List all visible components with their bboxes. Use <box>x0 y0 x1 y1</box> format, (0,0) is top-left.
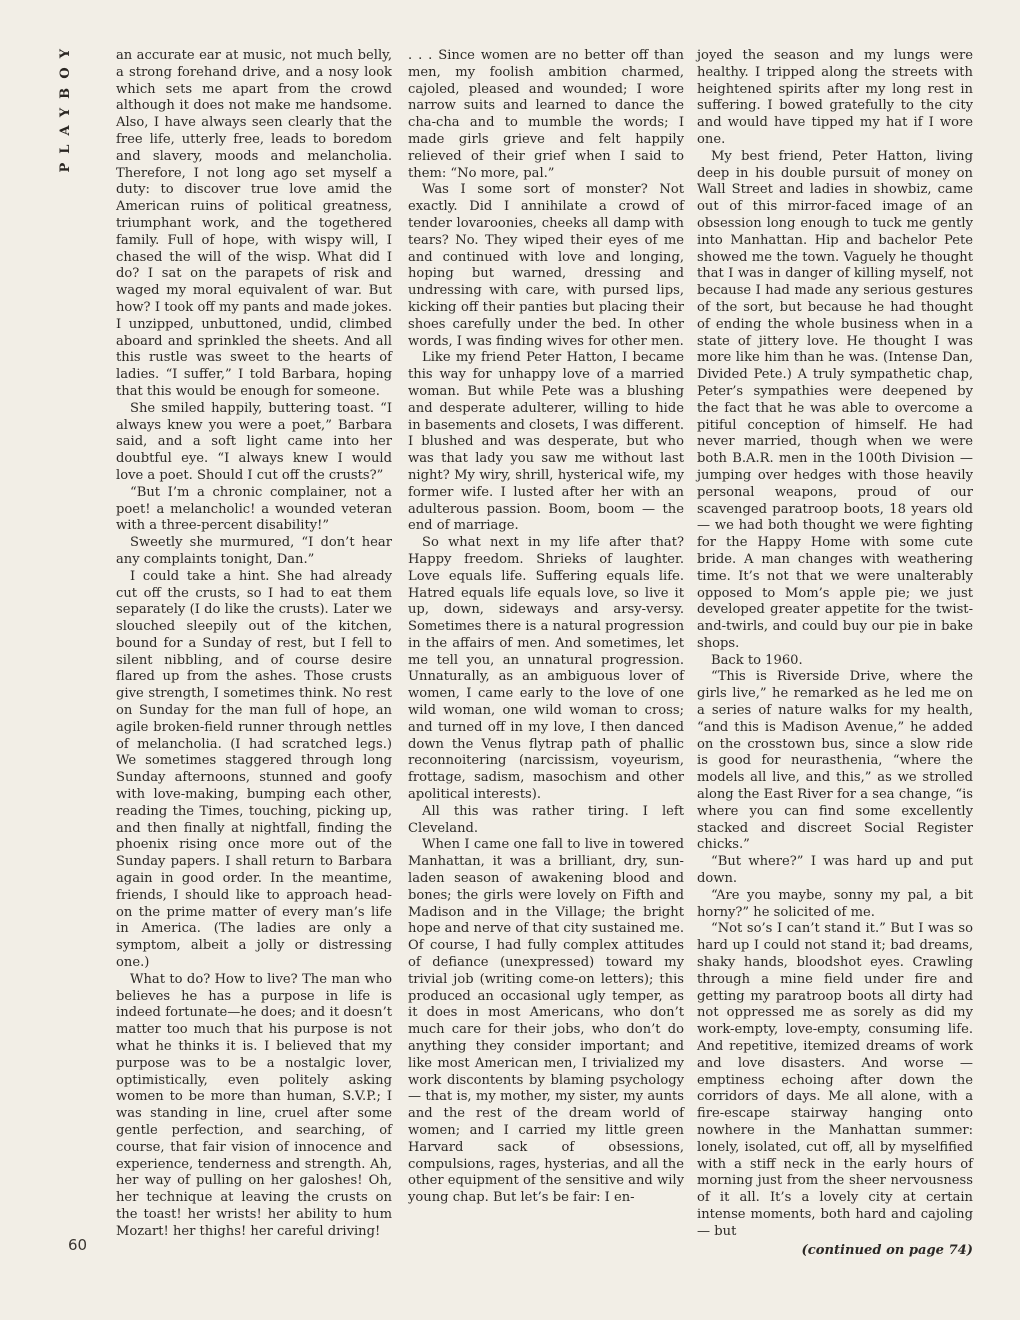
paragraph: I could take a hint. She had already cut off the crusts, so I had to eat them separately (I do like the crusts). Later we slouched sleepily out of the kitchen, bound for a Sunday of rest, but I fell to silent nibbling, and of course desire flared up from the ashes. Those crusts give strength, I sometimes think. No rest on Sunday for the man full of hope, an agile broken-field runner through nettles of melancholia. (I had scratched legs.) We sometimes staggered through long Sunday afternoons, stunned and goofy with love-making, bumping each other, reading the Times, touching, picking up, and then finally at nightfall, finding the phoenix rising once more out of the Sunday papers. I shall return to Barbara again in good order. In the meantime, friends, I should like to approach head-on the prime matter of every man’s life in America. (The ladies are only a symptom, albeit a jolly or distressing one.) <box>116 568 392 971</box>
paragraph: She smiled happily, buttering toast. “I always knew you were a poet,” Barbara said, and a soft light came into her doubtful eye. “I always knew I would love a poet. Should I cut off the crusts?” <box>116 400 392 483</box>
paragraph: My best friend, Peter Hatton, living deep in his double pursuit of money on Wall Street and ladies in showbiz, came out of this mirror-faced image of an obsession long enough to tuck me gently into Manhattan. Hip and bachelor Pete showed me the town. Vaguely he thought that I was in danger of killing myself, not because I had made any serious gestures of the sort, but because he had thought of ending the whole business when in a state of jittery love. He thought I was more like him than he was. (Intense Dan, Divided Pete.) A truly sympathetic chap, Peter’s sympathies were deepened by the fact that he was able to overcome a pitiful conception of himself. He had never married, though when we were both B.A.R. men in the 100th Division — jumping over hedges with those heavily personal weapons, proud of our scavenged paratroop boots, 18 years old — we had both thought we were fighting for the Happy Home with some cute bride. A man changes with weathering time. It’s not that we were unalterably opposed to Mom’s apple pie; we just developed greater appetite for the twist-and-twirls, and could buy our pie in bake shops. <box>697 148 973 651</box>
paragraph: When I came one fall to live in towered Manhattan, it was a brilliant, dry, sun-laden season of awakening blood and bones; the girls were lovely on Fifth and Madison and in the Village; the bright hope and nerve of that city sustained me. Of course, I had fully complex attitudes of defiance (unexpressed) toward my trivial job (writing come-on letters); this produced an occasional ugly temper, as it does in most Americans, who don’t much care for their jobs, who don’t do anything they consider important; and like most American men, I trivialized my work discontents by blaming psychology— that is, my mother, my sister, my aunts and the rest of the dream world of women; and I carried my little green Harvard sack of obsessions, compulsions, rages, hysterias, and all the other equipment of the sensitive and wily young chap. But let’s be fair: I en- <box>408 837 684 1206</box>
paragraph: “Are you maybe, sonny my pal, a bit horny?” he solicited of me. <box>697 887 973 920</box>
paragraph: All this was rather tiring. I left Cleveland. <box>408 803 684 836</box>
paragraph: “Not so’s I can’t stand it.” But I was so hard up I could not stand it; bad dreams, shaky hands, bloodshot eyes. Crawling through a mine field under fire and getting my paratroop boots all dirty had not oppressed me as sorely as did my work-empty, love-empty, consuming life. And repetitive, itemized dreams of work and love disasters. And worse — emptiness echoing after down the corridors of days. Me all alone, with a fire-escape stairway hanging onto nowhere in the Manhattan summer: lonely, isolated, cut off, all by myselfified with a stiff neck in the early hours of morning just from the sheer nervousness of it all. It’s a lovely city at certain intense moments, both hard and cajoling — but <box>697 921 973 1239</box>
paragraph: So what next in my life after that? Happy freedom. Shrieks of laughter. Love equals life. Suffering equals life. Hatred equals life equals love, so live it up, down, sideways and arsy-versy. Sometimes there is a natural progression in the affairs of men. And sometimes, let me tell you, an unnatural progression. Unnaturally, as an ambiguous lover of women, I came early to the love of one wild woman, one wild woman to cross; and turned off in my love, I then danced down the Venus flytrap path of phallic reconnoitering (narcissism, voyeurism, frottage, sadism, masochism and other apolitical interests). <box>408 535 684 803</box>
continued-note: (continued on page 74) <box>801 1242 973 1258</box>
paragraph: “This is Riverside Drive, where the girls live,” he remarked as he led me on a series of nature walks for my health, “and this is Madison Avenue,” he added on the crosstown bus, since a slow ride is good for neurasthenia, “where the models all live, and this,” as we strolled along the East River for a sea change, “is where you can find some excellently stacked and discreet Social Register chicks.” <box>697 669 973 853</box>
paragraph: Back to 1960. <box>711 652 803 668</box>
paragraph: What to do? How to live? The man who believes he has a purpose in life is indeed fortunate—he does; and it doesn’t matter too much that his purpose is not what he thinks it is. I believed that my purpose was to be a nostalgic lover, optimistically, even politely asking women to be more than human, S.V.P.; I was standing in line, cruel after some gentle perfection, and searching, of course, that fair vision of innocence and experience, tenderness and strength. Ah, her way of pulling on her galoshes! Oh, her technique at leaving the crusts on the toast! her wrists! her ability to hum Mozart! her thighs! her careful driving! <box>116 971 392 1239</box>
paragraph: Was I some sort of monster? Not exactly. Did I annihilate a crowd of tender lovaroonies, cheeks all damp with tears? No. They wiped their eyes of me and continued with love and longing, hoping but warned, dressing and undressing with care, with pursed lips, kicking off their panties but placing their shoes carefully under the bed. In other words, I was finding wives for other men. <box>408 182 684 349</box>
paragraph: joyed the season and my lungs were healthy. I tripped along the streets with heightened spirits after my long rest in suffering. I bowed gratefully to the city and would have tipped my hat if I wore one. <box>697 48 973 147</box>
text-column-1 <box>116 48 392 1241</box>
text-column-3 <box>697 48 973 1259</box>
text-column-2 <box>408 48 684 1207</box>
paragraph: “But I’m a chronic complainer, not a poet! a melancholic! a wounded veteran with a three-percent disability!” <box>116 484 392 534</box>
paragraph: “But where?” I was hard up and put down. <box>697 854 973 887</box>
masthead: PLAYBOY <box>58 40 73 173</box>
paragraph: an accurate ear at music, not much belly, a strong forehand drive, and a nosy look which sets me apart from the crowd although it does not make me handsome. Also, I have always seen clearly that the free life, utterly free, leads to boredom and slavery, moods and melancholia. Therefore, I not long ago set myself a duty: to discover true love amid the American ruins of political greatness, triumphant work, and the togethered family. Full of hope, with wispy will, I chased the will of the wisp. What did I do? I sat on the parapets of risk and waged my moral equivalent of war. But how? I took off my pants and made jokes. I unzipped, unbuttoned, undid, climbed aboard and sprinkled the sheets. And all this rustle was sweet to the hearts of ladies. “I suffer,” I told Barbara, hoping that this would be enough for someone. <box>116 48 392 399</box>
page-number: 60 <box>68 1236 88 1254</box>
paragraph: Sweetly she murmured, “I don’t hear any complaints tonight, Dan.” <box>116 535 392 567</box>
paragraph: . . . Since women are no better off than men, my foolish ambition charmed, cajoled, pleased and wounded; I wore narrow suits and learned to dance the cha-cha and to mumble the words; I made girls grieve and felt happily relieved of their grief when I said to them: “No more, pal.” <box>408 48 684 181</box>
paragraph: Like my friend Peter Hatton, I became this way for unhappy love of a married woman. But while Pete was a blushing and desperate adulterer, willing to hide in basements and closets, I was different. I blushed and was desperate, but who was that lady you saw me without last night? My wiry, shrill, hysterical wife, my former wife. I lusted after her with an adulterous passion. Boom, boom — the end of marriage. <box>408 350 684 534</box>
